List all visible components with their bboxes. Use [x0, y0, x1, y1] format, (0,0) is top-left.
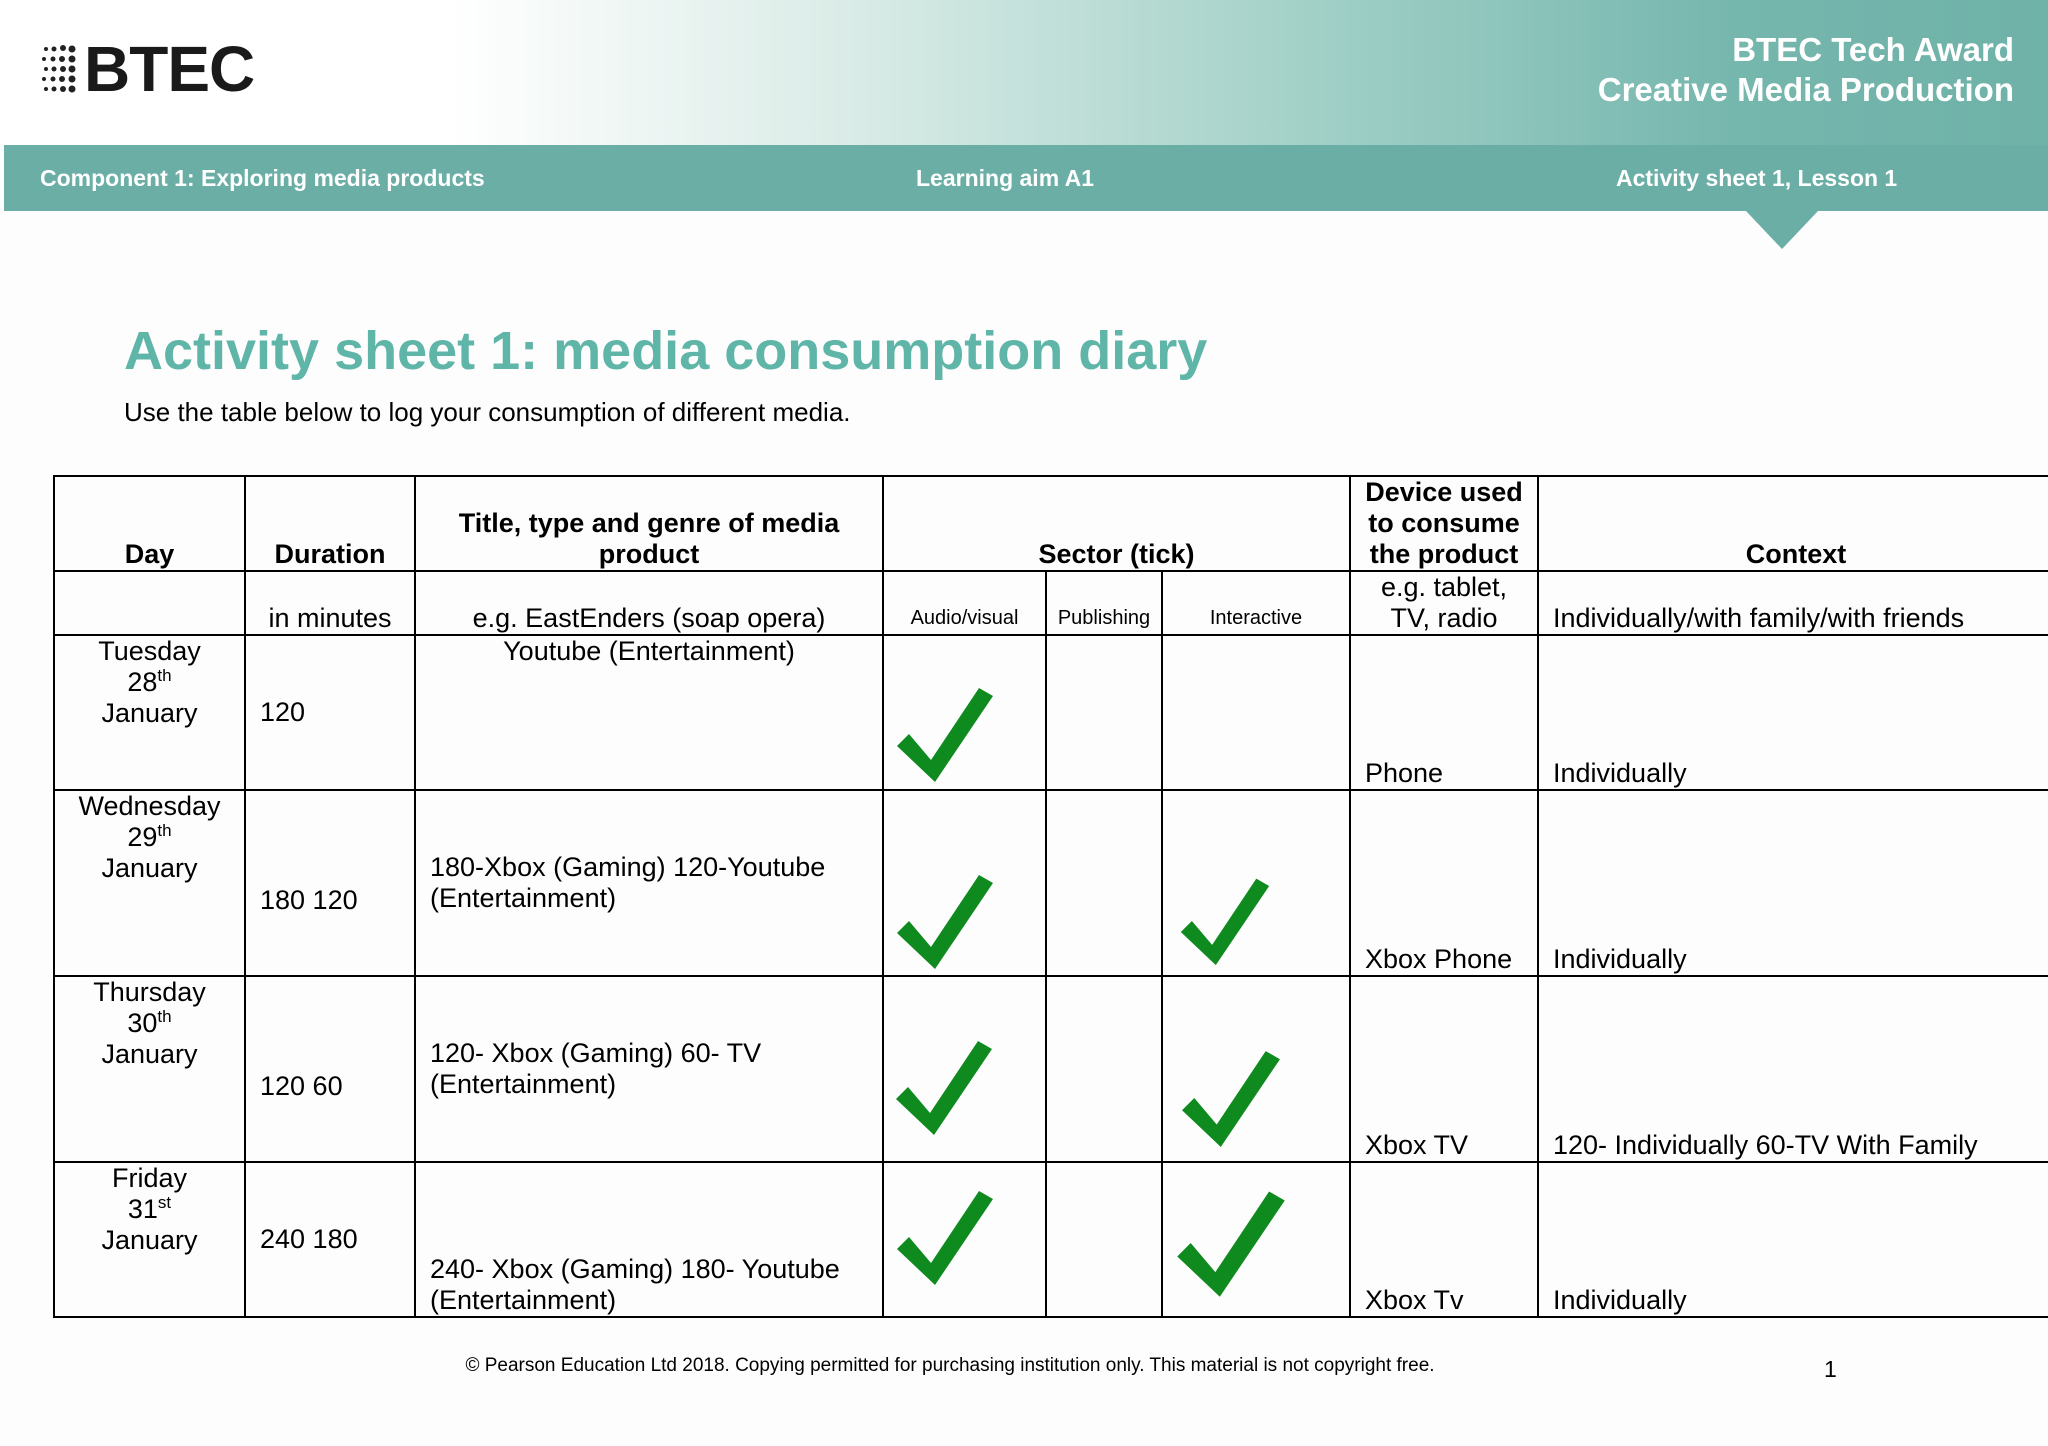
duration-cell: 180 120 — [245, 790, 415, 976]
day-cell — [54, 976, 245, 1162]
device-cell: Xbox Phone — [1350, 790, 1538, 976]
title-cell: Youtube (Entertainment) — [415, 635, 883, 790]
date-suffix: th — [157, 1007, 172, 1026]
copyright-footer: © Pearson Education Ltd 2018. Copying permitted for purchasing institution only. This material is not copyright free. — [465, 1355, 1435, 1376]
subheader-day — [54, 571, 245, 635]
publishing-cell — [1046, 635, 1162, 790]
audio-visual-cell — [883, 1162, 1046, 1317]
subheader-publishing: Publishing — [1046, 571, 1162, 635]
title-cell: 120- Xbox (Gaming) 60- TV (Entertainment) — [415, 976, 883, 1162]
date-suffix: th — [157, 666, 172, 685]
date-number: 30 — [127, 1008, 158, 1038]
device-cell: Xbox Tv — [1350, 1162, 1538, 1317]
day-name: Friday — [111, 1163, 187, 1193]
checkmark-icon — [1175, 1179, 1287, 1307]
logo-text: BTEC — [84, 33, 255, 105]
info-band — [4, 145, 2048, 211]
date-number: 28 — [127, 667, 158, 697]
checkmark-icon — [895, 867, 995, 975]
col-header-context: Context — [1538, 476, 2048, 571]
date-number: 31 — [127, 1194, 158, 1224]
table-row — [54, 976, 2048, 1162]
day-month: January — [101, 853, 198, 883]
context-cell: Individually — [1538, 1162, 2048, 1317]
audio-visual-cell — [883, 790, 1046, 976]
subheader-context: Individually/with family/with friends — [1538, 571, 2048, 635]
day-date — [57, 667, 242, 698]
table-row — [54, 1162, 2048, 1317]
date-suffix: st — [157, 1193, 172, 1212]
context-cell: Individually — [1538, 790, 2048, 976]
col-header-title: Title, type and genre of media product — [415, 476, 883, 571]
subheader-row — [54, 571, 2048, 635]
col-header-duration: Duration — [245, 476, 415, 571]
day-name: Thursday — [93, 977, 206, 1007]
date-suffix: th — [157, 821, 172, 840]
day-date — [57, 1008, 242, 1039]
audio-visual-cell — [883, 635, 1046, 790]
subheader-title: e.g. EastEnders (soap opera) — [415, 571, 883, 635]
title-cell: 240- Xbox (Gaming) 180- Youtube (Entertainment) — [415, 1162, 883, 1317]
brand-title — [1598, 30, 2014, 110]
audio-visual-cell — [883, 976, 1046, 1162]
duration-cell: 240 180 — [245, 1162, 415, 1317]
col-header-day: Day — [54, 476, 245, 571]
sheet-label: Activity sheet 1, Lesson 1 — [1616, 165, 1898, 191]
day-name: Wednesday — [78, 791, 221, 821]
device-cell: Xbox TV — [1350, 976, 1538, 1162]
publishing-cell — [1046, 1162, 1162, 1317]
publishing-cell — [1046, 976, 1162, 1162]
table-row — [54, 635, 2048, 790]
checkmark-icon — [1175, 1047, 1287, 1149]
day-cell — [54, 790, 245, 976]
day-date — [57, 822, 242, 853]
logo-dots-icon — [40, 43, 78, 95]
interactive-cell — [1162, 976, 1350, 1162]
context-cell: Individually — [1538, 635, 2048, 790]
checkmark-icon — [894, 1023, 994, 1151]
subheader-interactive: Interactive — [1162, 571, 1350, 635]
duration-cell: 120 60 — [245, 976, 415, 1162]
subheader-audio-visual: Audio/visual — [883, 571, 1046, 635]
day-cell — [54, 635, 245, 790]
publishing-cell — [1046, 790, 1162, 976]
checkmark-icon — [895, 683, 995, 785]
checkmark-icon — [1175, 875, 1275, 967]
interactive-cell — [1162, 1162, 1350, 1317]
band-pointer — [1746, 211, 1818, 249]
day-cell — [54, 1162, 245, 1317]
table-row — [54, 790, 2048, 976]
checkmark-icon — [895, 1171, 995, 1303]
day-month: January — [101, 1225, 198, 1255]
col-header-device: Device used to consume the product — [1350, 476, 1538, 571]
component-label: Component 1: Exploring media products — [40, 165, 485, 191]
subheader-duration: in minutes — [245, 571, 415, 635]
col-header-sector: Sector (tick) — [883, 476, 1350, 571]
day-date — [57, 1194, 242, 1225]
page-header — [0, 0, 2048, 145]
interactive-cell — [1162, 635, 1350, 790]
date-number: 29 — [127, 822, 158, 852]
page-number: 1 — [1824, 1356, 1837, 1382]
brand-line-2: Creative Media Production — [1597, 71, 2014, 108]
page-subtitle: Use the table below to log your consumption of different media. — [124, 397, 851, 427]
subheader-device: e.g. tablet, TV, radio — [1350, 571, 1538, 635]
media-diary-table — [53, 475, 2048, 1318]
day-month: January — [101, 698, 198, 728]
context-cell: 120- Individually 60-TV With Family — [1538, 976, 2048, 1162]
interactive-cell — [1162, 790, 1350, 976]
duration-cell: 120 — [245, 635, 415, 790]
device-cell: Phone — [1350, 635, 1538, 790]
page-title: Activity sheet 1: media consumption diary — [124, 321, 1208, 381]
day-month: January — [101, 1039, 198, 1069]
brand-line-1: BTEC Tech Award — [1732, 31, 2014, 68]
day-name: Tuesday — [98, 636, 201, 666]
btec-logo — [40, 34, 254, 104]
title-cell: 180-Xbox (Gaming) 120-Youtube (Entertainment) — [415, 790, 883, 976]
header-row — [54, 476, 2048, 571]
learning-aim-label: Learning aim A1 — [916, 165, 1095, 191]
